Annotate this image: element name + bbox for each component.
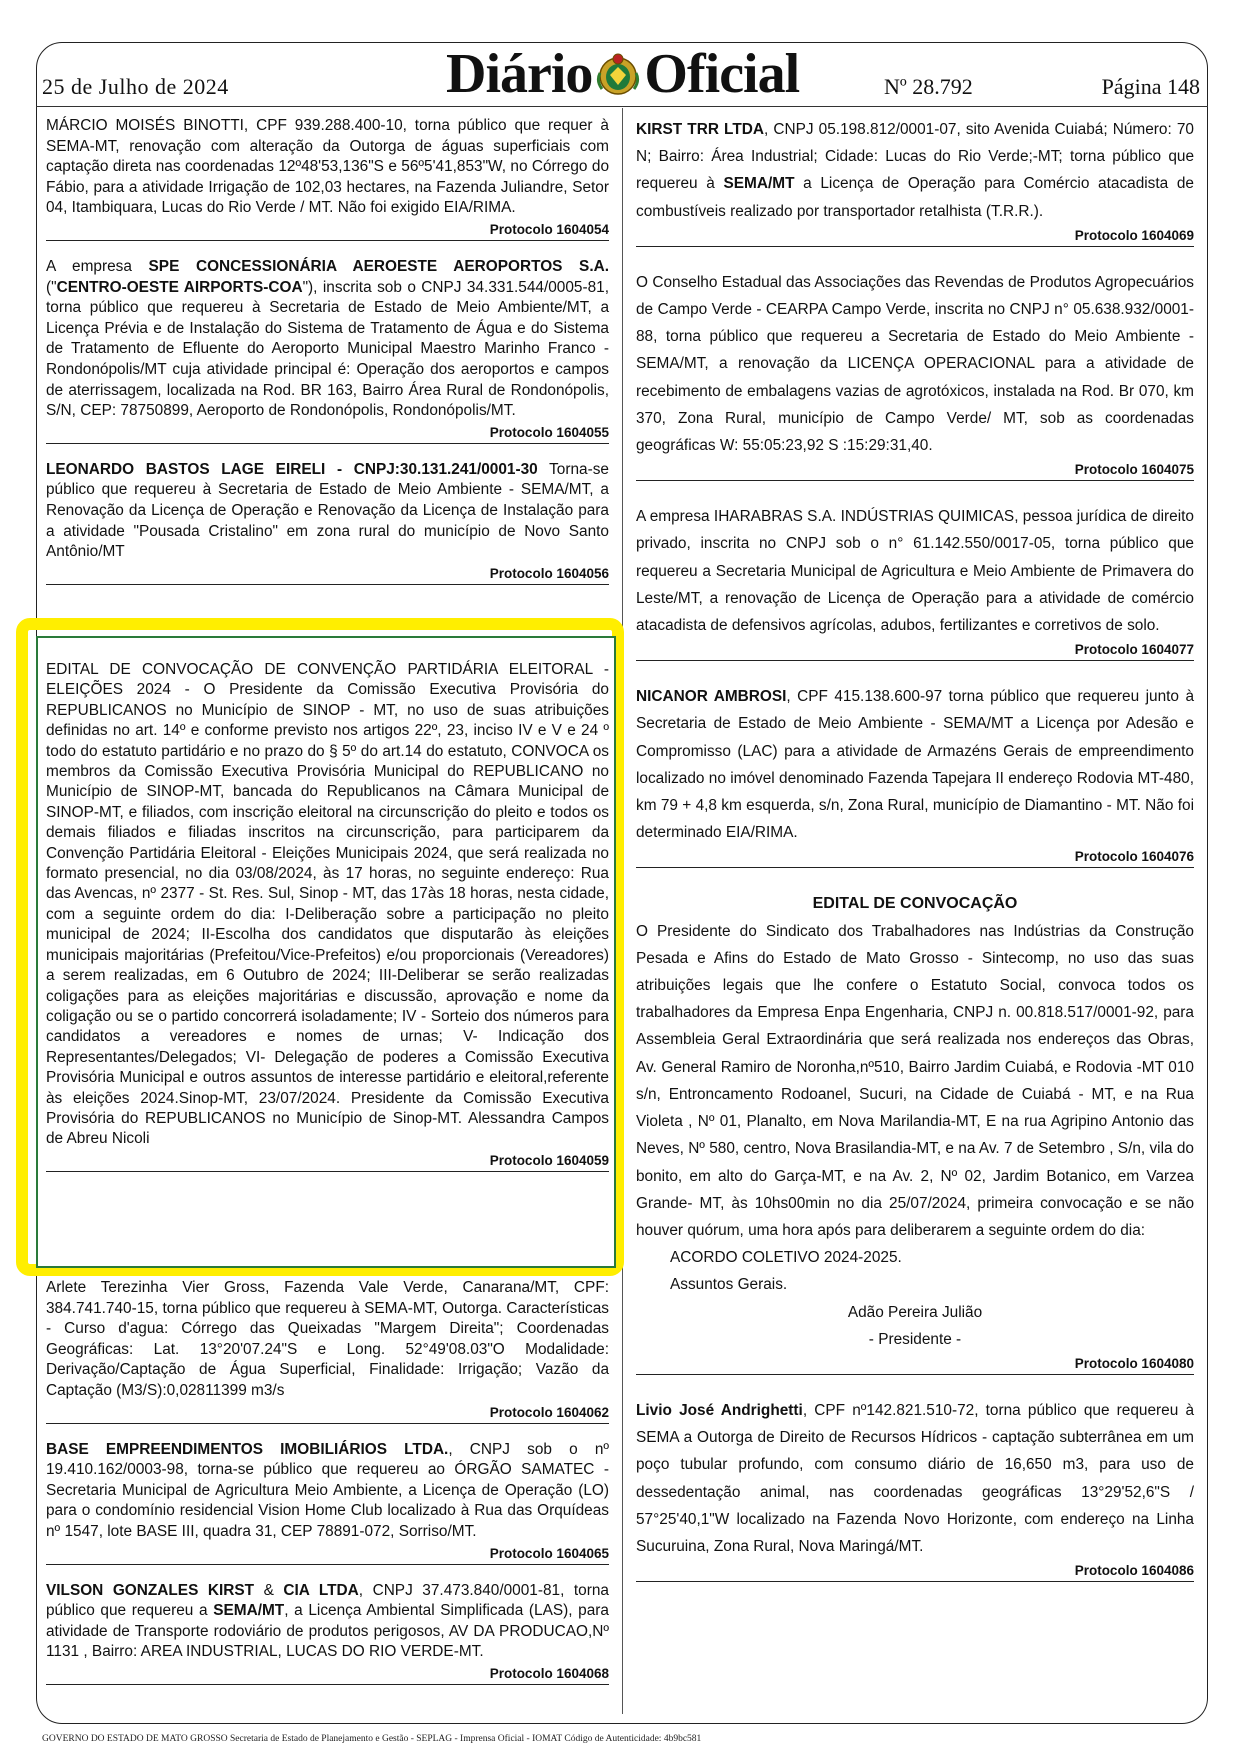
notice-text: O Conselho Estadual das Associações das Revendas de Produtos Agropecuários de Campo Verde - CEARPA Campo Verde, inscrita no CNPJ n° 05.638.932/0001-88, torna público que requereu a Secretaria de Estado do Meio Ambiente - SEMA/MT, a renovação da LICENÇA OPERACIONAL para a atividade de recebimento de embalagens vazias de agrotóxicos, instalada na Rod. Br 070, km 370, Zona Rural, município de Campo Verde/ MT, sob as coordenadas geográficas W: 55:05:23,92 S :15:29:31,40. (636, 273, 1194, 455)
text-part: (" (46, 278, 57, 296)
signer-role: - Presidente - (868, 1330, 962, 1348)
notice-text (46, 1440, 609, 1543)
protocol-number: Protocolo 1604069 (636, 227, 1194, 247)
protocol-number: Protocolo 1604075 (636, 461, 1194, 481)
text-part: "), inscrita sob o CNPJ 34.331.544/0005-81, torna público que requereu à Secretaria de Estado de Meio Ambiente/MT, a Licença Prévia e de Instalação do Sistema de Tratamento de Água e do Sistema de Tratamento de Efluente do Aeroporto Municipal Maestro Marinho Franco - Rondonópolis/MT cuja atividade principal é: Operação dos aeroportos e campos de aterrissagem, localizada na Rod. BR 163, Bairro Área Rural de Rondonópolis, S/N, CEP: 78750899, Aeroporto de Rondonópolis, Rondonópolis/MT. (46, 278, 609, 420)
issue-date: 25 de Julho de 2024 (42, 74, 229, 99)
text-part: , CPF 415.138.600-97 torna público que requereu junto à Secretaria de Estado de Meio Ambiente - SEMA/MT a Licença por Adesão e Compromisso (LAC) para a atividade de Armazéns Gerais de empreendimento localizado no imóvel denominado Fazenda Tapejara II endereço Rodovia MT-480, km 79 + 4,8 km esquerda, s/n, Zona Rural, município de Diamantino - MT. Não foi determinado EIA/RIMA. (636, 688, 1195, 842)
protocol-number: Protocolo 1604086 (636, 1562, 1194, 1582)
issue-number: Nº 28.792 (884, 74, 973, 99)
agency-name: SEMA/MT (723, 175, 795, 193)
notice-1604059 (46, 660, 609, 1172)
title-left: Diário (446, 43, 593, 105)
company-name: BASE EMPREENDIMENTOS IMOBILIÁRIOS LTDA. (46, 1440, 449, 1458)
company-name-suffix: CIA LTDA (283, 1581, 359, 1599)
agenda-item: ACORDO COLETIVO 2024-2025. (670, 1249, 902, 1267)
company-name: SPE CONCESSIONÁRIA AEROESTE AEROPORTOS S.A. (148, 257, 609, 275)
notice-1604077 (636, 503, 1194, 661)
notice-1604080 (636, 890, 1194, 1374)
protocol-number: Protocolo 1604080 (636, 1355, 1194, 1375)
notice-text: Arlete Terezinha Vier Gross, Fazenda Vale Verde, Canarana/MT, CPF: 384.741.740-15, torna público que requereu à SEMA-MT, Outorga. Características - Curso d'agua: Córrego das Queixadas "Margem Direita"; Coordenadas Geográficas: Lat. 13°20'07.24"S e Long. 52°49'08.03"O Modalidade: Derivação/Captação de Água Superficial, Finalidade: Irrigação; Vazão da Captação (M3/S):0,02811399 m3/s (46, 1279, 609, 1399)
notice-1604076 (636, 683, 1194, 868)
agency-name: SEMA/MT (213, 1602, 285, 1620)
text-part: Torna-se público que requereu à Secretaria de Estado de Meio Ambiente - SEMA/MT, a Renovação da Licença de Operação e Renovação da Licença de Instalação para a atividade "Pousada Cristalino" em zona rural do município de Novo Santo Antônio/MT (46, 460, 609, 561)
person-name: Livio José Andrighetti (636, 1401, 803, 1419)
text-part: , CNPJ 37.473.840/0001-81, torna público que requereu a (46, 1581, 609, 1620)
text-part: , CNPJ sob o nº 19.410.162/0003-98, torna-se público que requereu ao ÓRGÃO SAMATEC - Secretaria Municipal de Agricultura Meio Ambiente, a Licença de Operação (LO) para o condomínio residencial Vision Home Club localizado à Rua das Orquídeas nº 1547, lote BASE III, quadra 31, CEP 78891-072, Sorriso/MT. (46, 1440, 609, 1540)
notice-text (636, 1397, 1194, 1560)
protocol-number: Protocolo 1604077 (636, 641, 1194, 661)
protocol-number: Protocolo 1604056 (46, 565, 609, 585)
text-part: , CPF nº142.821.510-72, torna público que requereu à SEMA a Outorga de Direito de Recursos Hídricos - captação subterrânea em um poço tubular profundo, com consumo diário de 16,650 m3, para uso de dessedentação animal, nas coordenadas geográficas 13°29'52,6"S / 57°25'40,1"W localizado na Fazenda Novo Horizonte, com endereço na Linha Sucuruina, Zona Rural, Nova Maringá/MT. (636, 1401, 1195, 1555)
company-name: LEONARDO BASTOS LAGE EIRELI - CNPJ:30.131.241/0001-30 (46, 460, 538, 478)
left-column-lower (46, 1278, 609, 1685)
text-part: , a Licença Ambiental Simplificada (LAS), para atividade de Transporte rodoviário de produtos perigosos, AV DA PRODUCAO,Nº 1131 , Bairro: AREA INDUSTRIAL, LUCAS DO RIO VERDE-MT. (46, 1602, 609, 1661)
page-number: Página 148 (1101, 74, 1200, 99)
notice-text (636, 116, 1194, 225)
protocol-number: Protocolo 1604054 (46, 221, 609, 241)
state-crest-icon (596, 51, 640, 97)
notice-heading: EDITAL DE CONVOCAÇÃO (812, 895, 1018, 913)
notice-text (636, 683, 1194, 846)
company-name: VILSON GONZALES KIRST (46, 1581, 255, 1599)
notice-1604055 (46, 257, 609, 444)
notice-1604065 (46, 1440, 609, 1565)
notice-1604075 (636, 269, 1194, 481)
notice-text (46, 460, 609, 563)
notice-1604069 (636, 116, 1194, 247)
signer-name: Adão Pereira Julião (847, 1303, 983, 1321)
protocol-number: Protocolo 1604055 (46, 424, 609, 444)
agenda-item: Assuntos Gerais. (670, 1276, 788, 1294)
notice-text (46, 257, 609, 422)
notice-1604068 (46, 1581, 609, 1685)
right-column (636, 116, 1194, 1582)
text-part: a Licença de Operação para Comércio atacadista de combustíveis realizado por transportador retalhista (T.R.R.). (636, 175, 1194, 220)
notice-1604054 (46, 116, 609, 241)
text-part: & (254, 1581, 284, 1599)
notice-text: EDITAL DE CONVOCAÇÃO DE CONVENÇÃO PARTIDÁRIA ELEITORAL - ELEIÇÕES 2024 - O Presidente da Comissão Executiva Provisória do REPUBLICANOS no Município de SINOP - MT, no uso de suas atribuições definidas no art. 14º e conforme previsto nos artigos 22º, 23, inciso IV e V e 24 º todo do estatuto partidário e no prazo do § 5º do art.14 do estatuto, CONVOCA os membros da Comissão Executiva Provisória Municipal do REPUBLICANO no Município de SINOP-MT, bancada do Republicanos na Câmara Municipal de SINOP-MT, e filiados, com inscrição eleitoral na circunscrição do pleito e todos os demais filiados e filiadas inscritos na circunscrição, para participarem da Convenção Partidária Eleitoral - Eleições Municipais 2024, que será realizada no formato presencial, no dia 03/08/2024, às 17 horas, no seguinte endereço: Rua das Avencas, nº 2377 - St. Res. Sul, Sinop - MT, das 17às 18 horas, nesta cidade, com a seguinte ordem do dia: I-Deliberação sobre a participação no pleito municipal de 2024; II-Escolha dos candidatos que disputarão às eleições municipais majoritárias (Prefeitou/Vice-Prefeitos) e/ou proporcionais (Vereadores) a serem realizadas, em 6 Outubro de 2024; III-Deliberar se serão realizadas coligações para as eleições majoritárias e discussão, aprovação e nome da coligação ou se o partido concorrerá isoladamente; IV - Sorteio dos números para candidatos a vereadores e nomes de urnas; V- Indicação dos Representantes/Delegados; VI- Delegação de poderes a Comissão Executiva Provisória Municipal e outros assuntos de interesse partidário e eleitoral,referente às eleições 2024.Sinop-MT, 23/07/2024. Presidente da Comissão Executiva Provisória do REPUBLICANOS no Município de Sinop-MT. Alessandra Campos de Abreu Nicoli (46, 661, 609, 1148)
title-right: Oficial (644, 43, 800, 105)
header-divider (36, 106, 1208, 107)
protocol-number: Protocolo 1604059 (46, 1152, 609, 1172)
notice-text: MÁRCIO MOISÉS BINOTTI, CPF 939.288.400-10, torna público que requer à SEMA-MT, renovação com alteração da Outorga de águas superficiais com captação direta nas coordenadas 12º48'53,136"S e 56º5'41,853"W, no Córrego do Fábio, para a atividade Irrigação de 102,03 hectares, na Fazenda Juliandre, Setor 04, Itambiquara, Lucas do Rio Verde / MT. Não foi exigido EIA/RIMA. (46, 117, 609, 217)
highlighted-notice (46, 660, 609, 1172)
masthead (36, 44, 1208, 106)
notice-1604086 (636, 1397, 1194, 1582)
notice-1604056 (46, 460, 609, 585)
protocol-number: Protocolo 1604065 (46, 1545, 609, 1565)
left-column (46, 116, 609, 585)
notice-text: O Presidente do Sindicato dos Trabalhadores nas Indústrias da Construção Pesada e Afins do Estado de Mato Grosso - Sintecomp, no uso das suas atribuições legais que lhe confere o Estatuto Social, convoca todos os trabalhadores da Empresa Enpa Engenharia, CNPJ n. 00.818.517/0001-92, para Assembleia Geral Extraordinária que será realizada nos endereços das Obras, Av. General Ramiro de Noronha,nº510, Bairro Jardim Cuiabá, e Rodovia -MT 010 s/n, Entroncamento Rodoanel, Sucuri, na Cidade de Cuiabá - MT, e na Rua Violeta , Nº 01, Planalto, em Nova Marilandia-MT, E na rua Agripino Antonio das Neves, Nº 580, centro, Nova Brasilandia-MT, e na Av. 7 de Setembro , S/n, vila do bonito, em alto do Garça-MT, e na Av. 2, Nº 02, Jardim Botanico, em Varzea Grande- MT, às 10hs00min no dia 25/07/2024, primeira convocação e se não houver quórum, uma hora após para deliberarem a seguinte ordem do dia: (636, 922, 1194, 1239)
newspaper-title (446, 44, 799, 104)
notice-1604062 (46, 1278, 609, 1424)
protocol-number: Protocolo 1604062 (46, 1404, 609, 1424)
person-name: NICANOR AMBROSI (636, 688, 787, 706)
protocol-number: Protocolo 1604076 (636, 848, 1194, 868)
company-name: KIRST TRR LTDA (636, 121, 764, 138)
page-footer: GOVERNO DO ESTADO DE MATO GROSSO Secretaria de Estado de Planejamento e Gestão - SEPLAG - Imprensa Oficial - IOMAT Código de Autenticidade: 4b9bc581 (42, 1734, 702, 1744)
company-alias: CENTRO-OESTE AIRPORTS-COA (56, 278, 303, 296)
notice-text: A empresa IHARABRAS S.A. INDÚSTRIAS QUIMICAS, pessoa jurídica de direito privado, inscrita no CNPJ sob o n° 61.142.550/0017-05, torna público que requereu a Secretaria Municipal de Agricultura e Meio Ambiente de Primavera do Leste/MT, a renovação de Licença de Operação para a atividade de comércio atacadista de defensivos agrícolas, adubos, fertilizantes e corretivos de solo. (636, 508, 1194, 635)
notice-text (46, 1581, 609, 1663)
protocol-number: Protocolo 1604068 (46, 1665, 609, 1685)
text-part: , CNPJ 05.198.812/0001-07, sito Avenida Cuiabá; Número: 70 N; Bairro: Área Industrial; Cidade: Lucas do Rio Verde;-MT; torna público que requereu à (636, 121, 1194, 193)
text-part: A empresa (46, 257, 149, 275)
